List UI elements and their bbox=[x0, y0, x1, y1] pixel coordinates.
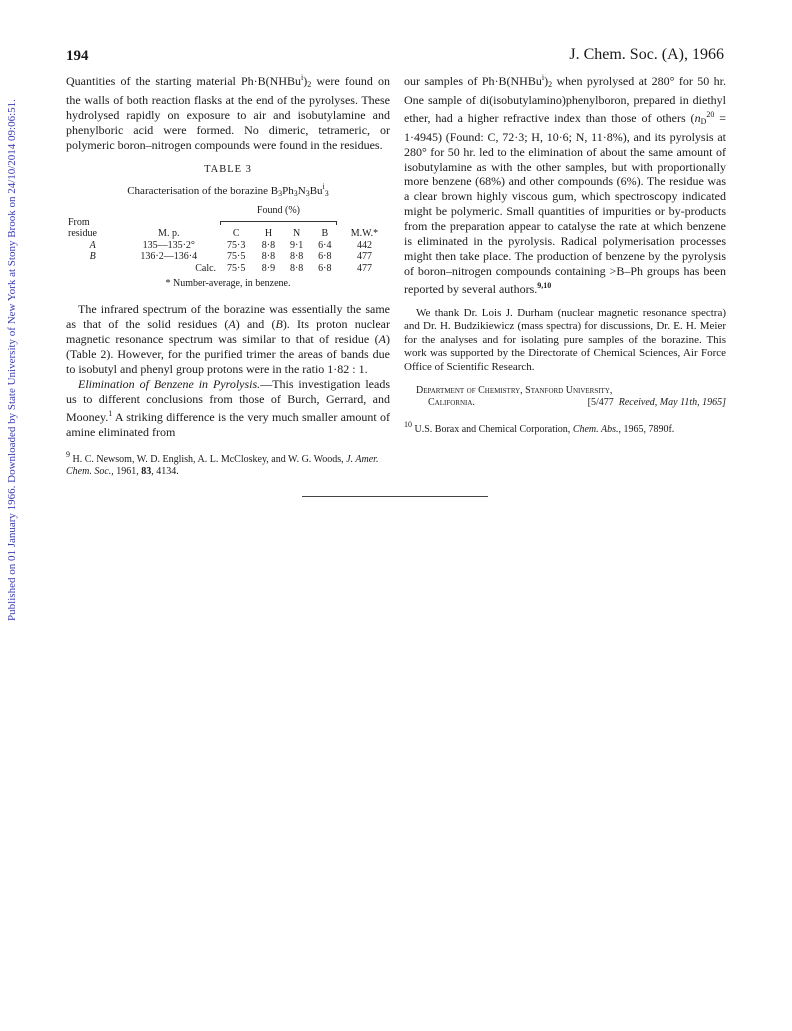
right-column bbox=[404, 71, 726, 436]
table-caption: Characterisation of the borazine $B_3Ph_3N_3Bu^i_3$ bbox=[127, 182, 329, 199]
table-header-row: residue M. p. C H N B M.W.* bbox=[68, 228, 379, 240]
watermark-text: Published on 01 January 1966. Downloaded by State University of New York at Stony Brook on 24/10/2014 09:06:51. bbox=[6, 99, 18, 621]
found-header: Found (%) bbox=[256, 205, 300, 217]
acknowledgements: We thank Dr. Lois J. Durham (nuclear magnetic resonance spectra) and Dr. H. Budzikiewicz (mass spectra) for discussions, Dr. E. H. Meier for the analyses and for isolating pure samples of the borazine. This work was supported by the Directorate of Chemical Sciences, Air Force Office of Scientific Research. bbox=[404, 306, 726, 374]
affiliation: Department of Chemistry, Stanford University, California. [5/477 Received, May 11th, 1965] bbox=[416, 384, 726, 408]
page-number: 194 bbox=[66, 48, 89, 64]
paragraph-samples: our samples of $Ph\cdot B(NHBu^i)_2$ when pyrolysed at 280° for 50 hr. One sample of di(isobutylamino)phenylboron, prepared in diethyl ether, had a higher refractive index than those of others $(n_D^{20} = 1\cdot 4945)$ (Found: C, 72·3; H, 10·6; N, 11·8%), and its pyrolysis at 280° for 50 hr. led to the elimination of about the same amount of isobutylamine as with the other samples, but with proportionally more benzene (68%) and other compounds (6%). The residue was a clear brown highly viscous gum, which spectroscopy indicated might be polymeric. Small quantities of impurities or by-products from the preparation appear to catalyse the rate at which benzene is eliminated in the pyrolysis. Radical polymerisation processes might then take place. The production of benzene by the pyrolysis of boron–nitrogen compounds containing >B–Ph groups has been reported by several authors.$^{9,10}$ bbox=[404, 73, 726, 296]
footnote-10: $^{10}$ U.S. Borax and Chemical Corporation, Chem. Abs., 1965, 7890f. bbox=[404, 419, 675, 435]
table-row: B 136·2—136·4 75·5 8·8 8·8 6·8 477 bbox=[89, 251, 372, 263]
paragraph-elimination: Elimination of Benzene in Pyrolysis.—This investigation leads us to different conclusions from those of Burch, Gerrard, and Mooney.$^1$ A striking difference is the very much smaller amount of amine eliminated from bbox=[66, 376, 390, 439]
from-header: From bbox=[68, 216, 90, 228]
end-rule bbox=[302, 496, 488, 497]
journal-header: J. Chem. Soc. (A), 1966 bbox=[569, 46, 724, 63]
table-3 bbox=[66, 163, 390, 293]
section-heading: Elimination of Benzene in Pyrolysis. bbox=[78, 376, 261, 391]
left-column bbox=[66, 71, 390, 478]
table-footnote: * Number-average, in benzene. bbox=[165, 278, 291, 290]
footnote-9: $^9$ H. C. Newsom, W. D. English, A. L. McCloskey, and W. G. Woods, J. Amer. Chem. Soc., 1961, 83, 4134. bbox=[66, 450, 379, 478]
table-calc-row: Calc. 75·5 8·9 8·8 6·8 477 bbox=[195, 262, 372, 274]
paragraph-infrared: The infrared spectrum of the borazine was essentially the same as that of the solid residues (A) and (B). Its proton nuclear magnetic resonance spectrum was similar to that of residue (A) (Table 2). However, for the purified trimer the areas of bands due to isobutyl and phenyl group protons were in the ratio 1·82 : 1. bbox=[66, 302, 391, 376]
download-watermark bbox=[4, 80, 20, 640]
paragraph-starting-material: Quantities of the starting material $Ph\cdot B(NHBu^i)_2$ were found on the walls of both reaction flasks at the end of the pyrolyses. These hydrolysed rapidly on exposure to air and isobutylamine and phenylboric acid were formed. No dimeric, tetrameric, or polymeric boron–nitrogen compounds were found in the residues. bbox=[66, 73, 390, 152]
table-title: TABLE 3 bbox=[204, 163, 252, 175]
table-row: A 135—135·2° 75·3 8·8 9·1 6·4 442 bbox=[89, 239, 372, 251]
found-brace bbox=[220, 221, 337, 225]
characterisation-table bbox=[66, 205, 390, 274]
